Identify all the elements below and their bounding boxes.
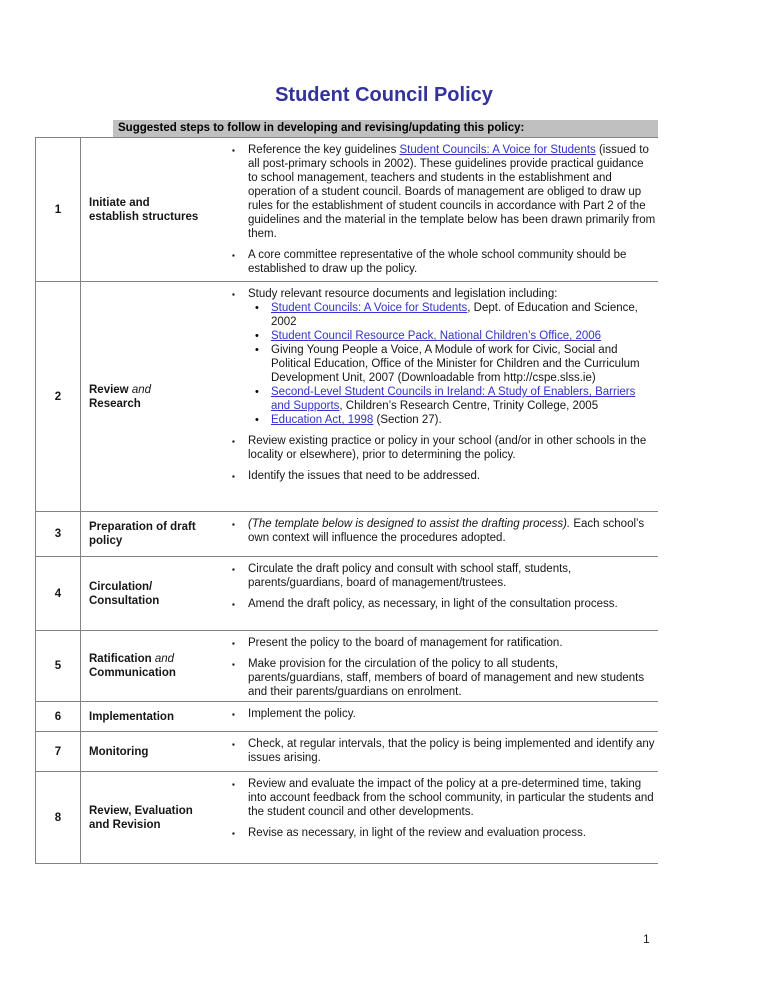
square-bullet-icon: ▪ bbox=[232, 146, 235, 155]
bullet-item: ▪ Review existing practice or policy in your school (and/or in other schools in the locality or elsewhere), prior to determining the policy. bbox=[232, 435, 647, 461]
bullet-item: ▪ Revise as necessary, in light of the review and evaluation process. bbox=[232, 827, 586, 839]
table-row bbox=[36, 732, 658, 772]
step-number: 8 bbox=[36, 772, 81, 863]
page-number: 1 bbox=[643, 932, 650, 946]
link-student-councils-voice[interactable]: Student Councils: A Voice for Students bbox=[399, 144, 596, 156]
step-content bbox=[226, 138, 658, 281]
table-row bbox=[36, 557, 658, 631]
round-bullet-icon: • bbox=[255, 330, 259, 342]
round-bullet-icon: • bbox=[255, 414, 259, 426]
step-number: 3 bbox=[36, 512, 81, 556]
step-content bbox=[226, 512, 658, 556]
table-row bbox=[36, 138, 658, 282]
bullet-item: ▪ Make provision for the circulation of the policy to all students, parents/guardians, staff, members of board of management and new students and their parents/guardians on enrolment. bbox=[232, 658, 645, 698]
bullet-item: ▪ (The template below is designed to assist the drafting process). Each school’s own context will influence the procedures adopted. bbox=[232, 518, 645, 544]
table-row bbox=[36, 772, 658, 864]
steps-header: Suggested steps to follow in developing and revising/updating this policy: bbox=[113, 120, 658, 137]
bullet-item: ▪ Implement the policy. bbox=[232, 708, 356, 720]
square-bullet-icon: ▪ bbox=[232, 829, 235, 838]
table-row bbox=[36, 702, 658, 732]
page-title: Student Council Policy bbox=[275, 84, 493, 106]
table-row bbox=[36, 631, 658, 702]
square-bullet-icon: ▪ bbox=[232, 600, 235, 609]
bullet-item: ▪ Study relevant resource documents and legislation including: • Student Councils: A Voice for Students, Dept. of Education and Science, 2002 • Student Council Resource Pack, National Children’s Office, 2006 • Giving Young People a Voice, A Module of work for Civic, Social and Political Education, Office of the Minister for Children and the Curriculum Development Unit, 2007 (Downloadable from http://cspe.slss.ie) • Second-Level Student Councils in Ireland: A Study of Enablers, Barriers and Supports, Children’s Research Centre, Trinity College, 2005 • Education Act, 1998 (Section 27). bbox=[226, 287, 656, 427]
step-label: Circulation/ Consultation bbox=[89, 580, 160, 607]
square-bullet-icon: ▪ bbox=[232, 639, 235, 648]
bullet-item: ▪ Reference the key guidelines Student Councils: A Voice for Students (issued to all post-primary schools in 2002). These guidelines provide practical guidance to school management, teachers and students in the establishment and operation of a student council. Boards of management are obliged to draw up rules for the establishment of student councils in accordance with Part 2 of the guidelines and the material in the template below has been drawn primarily from them. bbox=[232, 144, 656, 240]
step-label: Initiate and establish structures bbox=[89, 196, 199, 223]
square-bullet-icon: ▪ bbox=[232, 437, 235, 446]
table-row bbox=[36, 512, 658, 557]
table-row bbox=[36, 282, 658, 512]
square-bullet-icon: ▪ bbox=[232, 290, 235, 299]
steps-table bbox=[35, 137, 658, 864]
round-bullet-icon: • bbox=[255, 344, 259, 356]
step-number: 5 bbox=[36, 631, 81, 701]
square-bullet-icon: ▪ bbox=[232, 710, 235, 719]
step-label: Ratification and Communication bbox=[89, 653, 176, 679]
step-label: Implementation bbox=[89, 710, 174, 723]
sub-bullet-item: • Education Act, 1998 (Section 27). bbox=[255, 414, 442, 426]
bullet-item: ▪ Identify the issues that need to be addressed. bbox=[232, 470, 481, 482]
sub-bullet-item: • Giving Young People a Voice, A Module of work for Civic, Social and Political Education, Office of the Minister for Children and the Curriculum Development Unit, 2007 (Downloadable from http://cspe.slss.ie) bbox=[255, 344, 640, 384]
step-label: Preparation of draft policy bbox=[89, 521, 196, 547]
link-resource-pack-2006[interactable]: Student Council Resource Pack, National Children’s Office, 2006 bbox=[271, 330, 602, 342]
bullet-item: ▪ Present the policy to the board of management for ratification. bbox=[232, 637, 563, 649]
square-bullet-icon: ▪ bbox=[232, 520, 235, 529]
step-content bbox=[226, 282, 658, 511]
sub-bullet-item bbox=[248, 329, 656, 343]
step-number: 4 bbox=[36, 557, 81, 630]
step-content bbox=[226, 772, 658, 863]
link-voice-for-students-2002[interactable]: Student Councils: A Voice for Students bbox=[271, 302, 468, 314]
step-content bbox=[226, 732, 658, 771]
step-label: Monitoring bbox=[89, 745, 149, 758]
step-number: 7 bbox=[36, 732, 81, 771]
square-bullet-icon: ▪ bbox=[232, 660, 235, 669]
square-bullet-icon: ▪ bbox=[232, 565, 235, 574]
bullet-item: ▪ Amend the draft policy, as necessary, in light of the consultation process. bbox=[232, 598, 618, 610]
bullet-item: ▪ Circulate the draft policy and consult with school staff, students, parents/guardians, board of management/trustees. bbox=[232, 563, 572, 589]
sub-bullet-item: • Student Councils: A Voice for Students, Dept. of Education and Science, 2002 bbox=[255, 302, 638, 328]
step-number: 1 bbox=[36, 138, 81, 281]
step-content bbox=[226, 557, 658, 630]
square-bullet-icon: ▪ bbox=[232, 251, 235, 260]
square-bullet-icon: ▪ bbox=[232, 740, 235, 749]
sub-bullet-item: • Second-Level Student Councils in Ireland: A Study of Enablers, Barriers and Supports, Children’s Research Centre, Trinity College, 2005 bbox=[255, 386, 636, 412]
square-bullet-icon: ▪ bbox=[232, 780, 235, 789]
step-content bbox=[226, 631, 658, 701]
square-bullet-icon: ▪ bbox=[232, 472, 235, 481]
step-label: Review and Research bbox=[89, 383, 152, 410]
step-number: 2 bbox=[36, 282, 81, 511]
step-label: Review, Evaluation and Revision bbox=[89, 804, 193, 831]
link-education-act-1998[interactable]: Education Act, 1998 bbox=[271, 414, 374, 426]
step-number: 6 bbox=[36, 702, 81, 731]
round-bullet-icon: • bbox=[255, 386, 259, 398]
bullet-item: ▪ A core committee representative of the whole school community should be established to draw up the policy. bbox=[232, 249, 627, 275]
step-content bbox=[226, 702, 658, 731]
round-bullet-icon: • bbox=[255, 302, 259, 314]
link-second-level-councils[interactable]: Second-Level Student Councils in Ireland: A Study of Enablers, Barriers and Supports bbox=[271, 386, 636, 412]
bullet-item: ▪ Check, at regular intervals, that the policy is being implemented and identify any issues arising. bbox=[232, 738, 655, 764]
bullet-item: ▪ Review and evaluate the impact of the policy at a pre-determined time, taking into account feedback from the school community, in particular the students and the student council and other developments. bbox=[232, 778, 654, 818]
